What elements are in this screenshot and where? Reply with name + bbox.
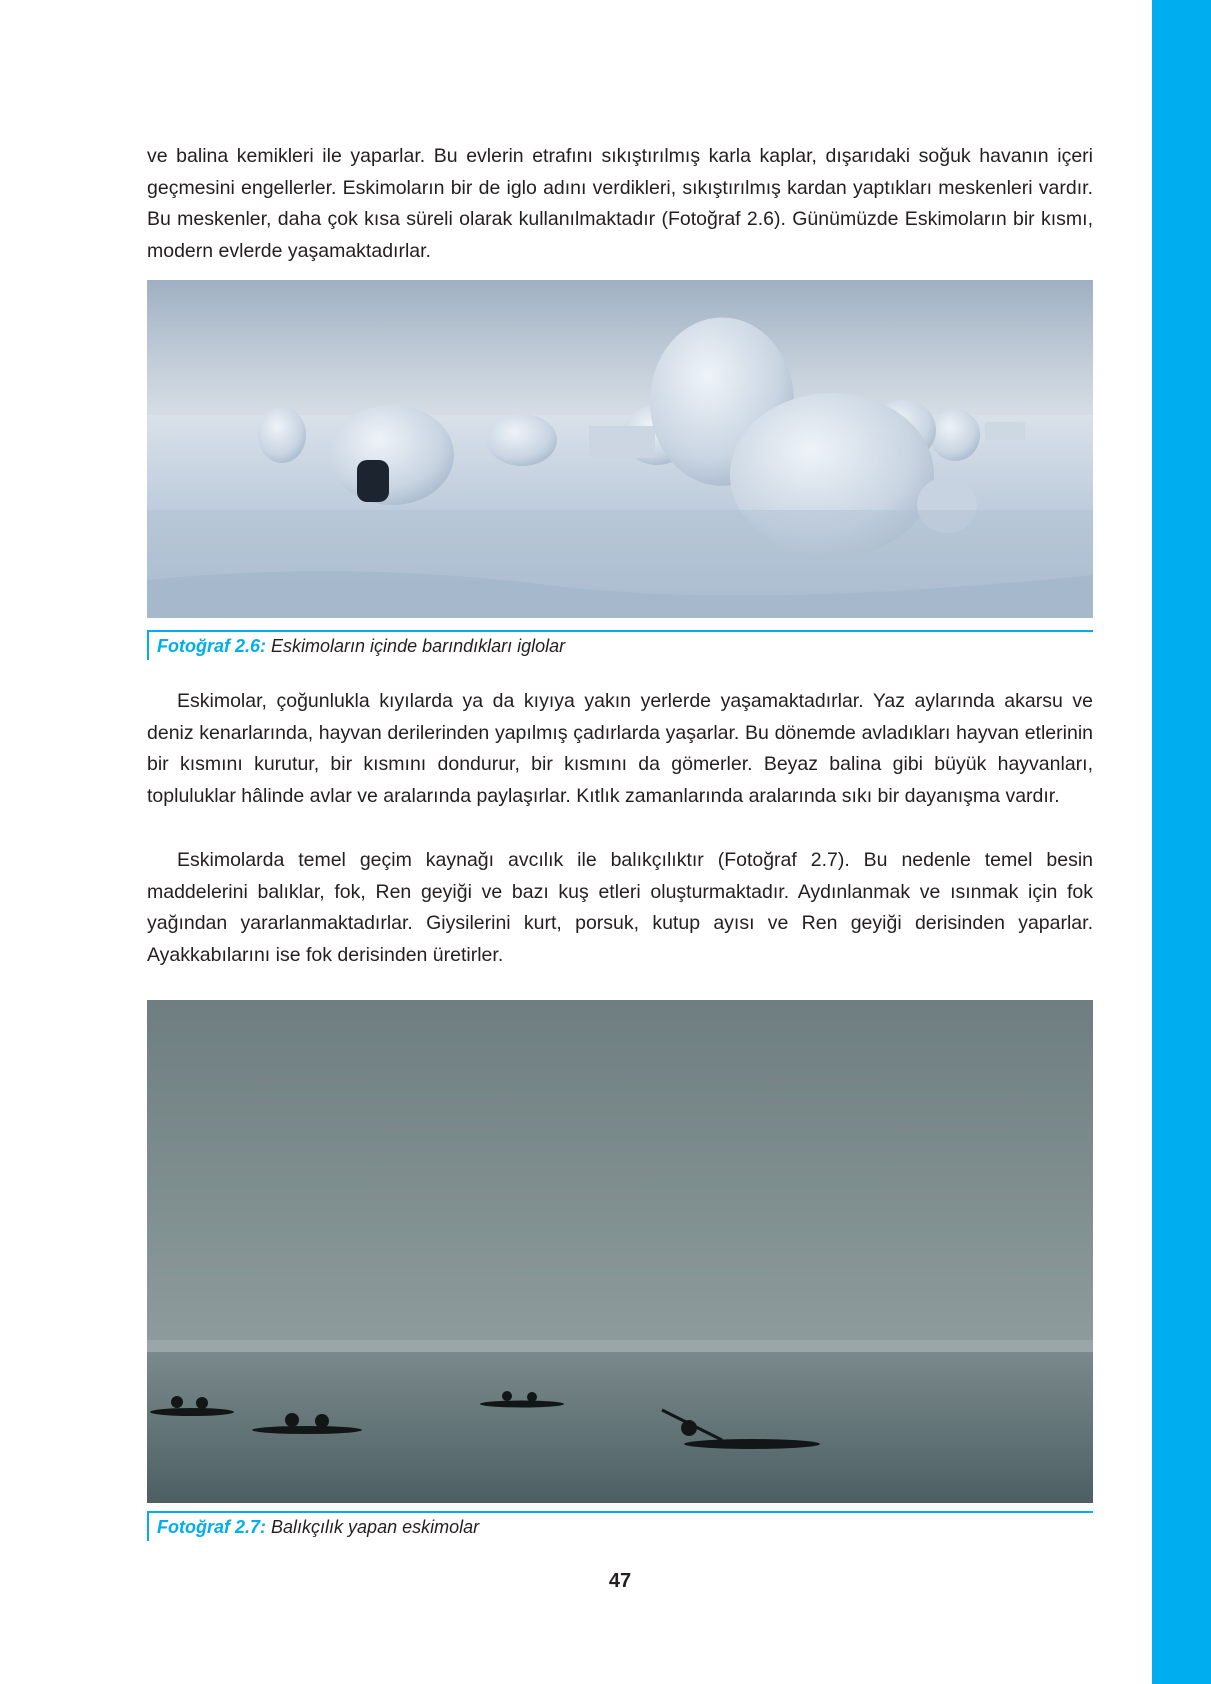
caption-text: Eskimoların içinde barındıkları iglolar — [271, 636, 566, 656]
side-color-bar — [1152, 0, 1211, 1684]
paragraph-coastal-life: Eskimolar, çoğunlukla kıyılarda ya da kıyıya yakın yerlerde yaşamaktadırlar. Yaz aylarında akarsu ve deniz kenarlarında, hayvan derilerinden yapılmış çadırlarda yaşarlar. Bu dönemde avladıkları hayvan etlerinin bir kısmını kurutur, bir kısmını dondurur, bir kısmını da gömerler. Beyaz balina gibi büyük hayvanları, topluluklar hâlinde avlar ve aralarında paylaşırlar. Kıtlık zamanlarında aralarında sıkı bir dayanışma vardır. — [147, 690, 1093, 807]
caption-text: Balıkçılık yapan eskimolar — [271, 1517, 480, 1537]
igloo-photo — [147, 280, 1093, 618]
caption-label: Fotoğraf 2.6: — [157, 636, 267, 656]
paragraph-livelihood: Eskimolarda temel geçim kaynağı avcılık ile balıkçılıktır (Fotoğraf 2.7). Bu nedenle temel besin maddelerini balıklar, fok, Ren geyiği ve bazı kuş etleri oluşturmaktadır. Aydınlanmak ve ısınmak için fok yağından yararlanmaktadırlar. Giysilerini kurt, porsuk, kutup ayısı ve Ren geyiği derisinden yaparlar. Ayakkabılarını ise fok derisinden üretirler. — [147, 849, 1093, 966]
kayak-photo — [147, 1000, 1093, 1503]
paragraph-igloo-intro: ve balina kemikleri ile yaparlar. Bu evlerin etrafını sıkıştırılmış karla kaplar, dışarıdaki soğuk havanın içeri geçmesini engellerler. Eskimoların bir de iglo adını verdikleri, sıkıştırılmış kardan yaptıkları meskenleri vardır. Bu meskenler, daha çok kısa süreli olarak kullanılmaktadır (Fotoğraf 2.6). Günümüzde Eskimoların bir kısmı, modern evlerde yaşamaktadırlar. — [147, 145, 1093, 262]
page-number: 47 — [608, 1570, 632, 1592]
photo-caption-2-7 — [147, 1511, 1093, 1541]
kayak-illustration — [147, 1000, 1093, 1503]
igloo-illustration — [147, 280, 1093, 618]
caption-label: Fotoğraf 2.7: — [157, 1517, 267, 1537]
photo-caption-2-6 — [147, 630, 1093, 660]
